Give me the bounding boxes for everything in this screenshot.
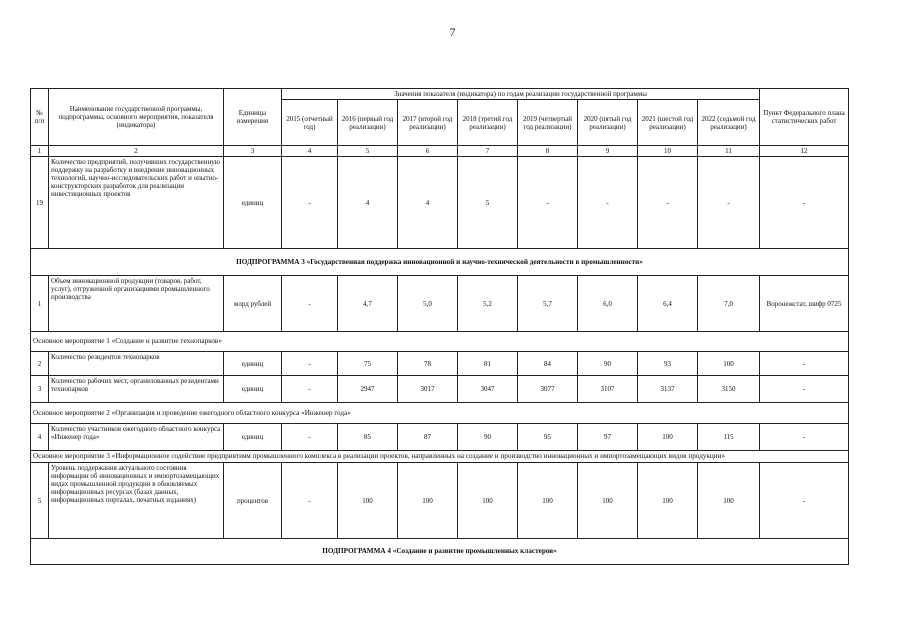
indicator-name: Уровень поддержания актуального состояния информации об инновационных и импортозамещающих видах промышленной продукции в обновляемых информационных ресурсах (базах данных, информационных порталах, печатных изданиях) [49,463,224,539]
column-number: 9 [578,146,638,157]
value-cell: 100 [638,424,698,451]
value-cell: 3017 [398,376,458,403]
indicator-name: Количество резидентов технопарков [49,352,224,376]
header-year: 2019 (четвертый год реализации) [518,100,578,146]
value-cell: 100 [638,463,698,539]
column-number: 7 [458,146,518,157]
plan-item-cell: - [760,424,849,451]
value-cell: 4,7 [338,276,398,332]
header-column-numbers [31,146,849,157]
value-cell: 100 [698,463,760,539]
unit-cell: единиц [224,376,282,403]
table-row [31,463,849,539]
plan-item-cell: - [760,376,849,403]
table-header [31,89,849,157]
value-cell: - [282,424,338,451]
column-number: 5 [338,146,398,157]
row-number: 4 [31,424,49,451]
column-number: 8 [518,146,578,157]
value-cell: 75 [338,352,398,376]
header-num: № п/п [31,89,49,146]
subprogram-title: ПОДПРОГРАММА 4 «Создание и развитие промышленных кластеров» [31,539,849,565]
row-number: 1 [31,276,49,332]
header-name: Наименование государственной программы, подпрограммы, основного мероприятия, показателя (индикатора) [49,89,224,146]
indicator-name: Количество предприятий, получивших государственную поддержку на разработку и внедрение инновационных технологий, научно-исследовательских работ и опытно-конструкторских разработок для реализации инвестиционных проектов [49,157,224,249]
main-event-row [31,403,849,424]
value-cell: 85 [338,424,398,451]
plan-item-cell: - [760,157,849,249]
unit-cell: единиц [224,157,282,249]
value-cell: - [518,157,578,249]
table-row [31,157,849,249]
value-cell: - [638,157,698,249]
table-row [31,352,849,376]
value-cell: - [578,157,638,249]
value-cell: - [282,352,338,376]
value-cell: - [282,157,338,249]
value-cell: 4 [398,157,458,249]
value-cell: - [282,376,338,403]
value-cell: 3047 [458,376,518,403]
value-cell: 5,2 [458,276,518,332]
indicator-name: Объем инновационной продукции (товаров, работ, услуг), отгруженной организациями промышленного производства [49,276,224,332]
table-row [31,424,849,451]
value-cell: 7,0 [698,276,760,332]
value-cell: 90 [578,352,638,376]
main-event-title: Основное мероприятие 2 «Организация и проведение ежегодного областного конкурса «Инженер года» [31,403,849,424]
value-cell: 3077 [518,376,578,403]
plan-item-cell: Воронежстат, шифр 0725 [760,276,849,332]
header-year: 2015 (отчетный год) [282,100,338,146]
unit-cell: единиц [224,352,282,376]
row-number: 5 [31,463,49,539]
value-cell: 2947 [338,376,398,403]
main-event-row [31,332,849,352]
header-plan-item: Пункт Федерального плана статистических работ [760,89,849,146]
value-cell: 93 [638,352,698,376]
column-number: 1 [31,146,49,157]
header-year: 2020 (пятый год реализации) [578,100,638,146]
subprogram-row [31,539,849,565]
value-cell: 5 [458,157,518,249]
column-number: 6 [398,146,458,157]
value-cell: 5,0 [398,276,458,332]
header-year: 2017 (второй год реализации) [398,100,458,146]
unit-cell: процентов [224,463,282,539]
page-number: 7 [449,25,456,39]
header-year: 2022 (седьмой год реализации) [698,100,760,146]
value-cell: 87 [398,424,458,451]
value-cell: 115 [698,424,760,451]
value-cell: - [282,276,338,332]
table-row [31,276,849,332]
header-year: 2016 (первый год реализации) [338,100,398,146]
indicators-table [30,88,849,565]
value-cell: 90 [458,424,518,451]
column-number: 10 [638,146,698,157]
column-number: 12 [760,146,849,157]
column-number: 4 [282,146,338,157]
subprogram-title: ПОДПРОГРАММА 3 «Государственная поддержка инновационной и научно-технической деятельности в промышленности» [31,249,849,276]
value-cell: 100 [578,463,638,539]
value-cell: 100 [518,463,578,539]
value-cell: 100 [698,352,760,376]
value-cell: 97 [578,424,638,451]
indicator-name: Количество рабочих мест, организованных резидентами технопарков [49,376,224,403]
header-values: Значения показателя (индикатора) по годам реализации государственной программы [282,89,760,100]
main-event-title: Основное мероприятие 3 «Информационное содействие предприятиям промышленного комплекса в реализации проектов, направленных на создание и производство инновационных и импортозамещающих видов продукции» [31,451,849,463]
value-cell: 3150 [698,376,760,403]
subprogram-row [31,249,849,276]
column-number: 3 [224,146,282,157]
value-cell: 95 [518,424,578,451]
value-cell: 4 [338,157,398,249]
table-body [31,157,849,565]
main-event-row [31,451,849,463]
header-unit: Единицы измерения [224,89,282,146]
unit-cell: единиц [224,424,282,451]
value-cell: 100 [398,463,458,539]
value-cell: 78 [398,352,458,376]
value-cell: 100 [338,463,398,539]
header-year: 2021 (шестой год реализации) [638,100,698,146]
value-cell: 3137 [638,376,698,403]
value-cell: - [698,157,760,249]
row-number: 19 [31,157,49,249]
value-cell: 6,4 [638,276,698,332]
header-year: 2018 (третий год реализации) [458,100,518,146]
value-cell: 84 [518,352,578,376]
table-row [31,376,849,403]
value-cell: 100 [458,463,518,539]
indicator-name: Количество участников ежегодного областного конкурса «Инженер года» [49,424,224,451]
row-number: 2 [31,352,49,376]
value-cell: 6,0 [578,276,638,332]
plan-item-cell: - [760,463,849,539]
value-cell: 81 [458,352,518,376]
value-cell: 3107 [578,376,638,403]
value-cell: 5,7 [518,276,578,332]
unit-cell: млрд рублей [224,276,282,332]
value-cell: - [282,463,338,539]
column-number: 2 [49,146,224,157]
main-event-title: Основное мероприятие 1 «Создание и развитие технопарков» [31,332,849,352]
column-number: 11 [698,146,760,157]
row-number: 3 [31,376,49,403]
plan-item-cell: - [760,352,849,376]
